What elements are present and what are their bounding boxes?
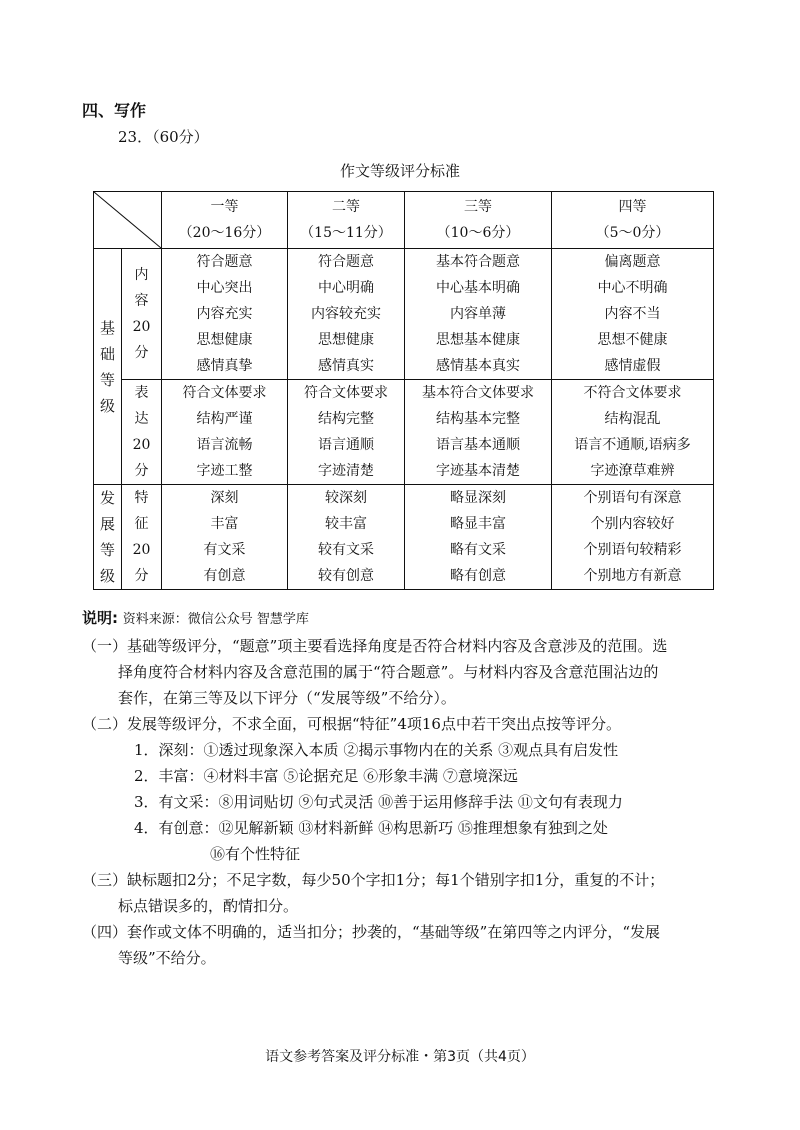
note-1-line: 择角度符合材料内容及含意范围的属于“符合题意”。与材料内容及含意范围沾边的 (118, 663, 659, 681)
criterion: 个别内容较好 (590, 516, 675, 532)
grade-header-3 (405, 192, 552, 249)
criterion: 感情真挚 (196, 358, 253, 374)
grade-range: （15～11分） (300, 225, 392, 241)
feature-grade-4 (552, 485, 714, 590)
criterion: 思想不健康 (597, 332, 668, 348)
criterion: 略有文采 (450, 542, 506, 558)
criterion: 有创意 (203, 568, 246, 584)
group-char: 展 (99, 515, 115, 533)
criterion: 内容充实 (196, 306, 253, 322)
note-2-item: ⑯有个性特征 (210, 845, 301, 863)
group-char: 级 (99, 567, 115, 585)
grade-header-1 (162, 192, 288, 249)
criterion: 略显深刻 (450, 490, 506, 506)
diagonal-line (94, 192, 161, 248)
group-char: 基 (99, 318, 115, 337)
expression-grade-2 (288, 380, 405, 485)
sub-char: 征 (134, 516, 149, 532)
feature-grade-1 (162, 485, 288, 590)
sub-char: 容 (134, 293, 149, 309)
grading-table (93, 191, 714, 590)
note-2-item: 1．深刻：①透过现象深入本质 ②揭示事物内在的关系 ③观点具有启发性 (134, 741, 619, 759)
expression-grade-1 (162, 380, 288, 485)
grade-name: 一等 (210, 199, 239, 215)
criterion: 中心基本明确 (436, 280, 520, 296)
sub-char: 表 (134, 385, 149, 401)
note-2-item: 4．有创意：⑫见解新颖 ⑬材料新鲜 ⑭构思新巧 ⑮推理想象有独到之处 (134, 819, 608, 837)
note-2-item: 2．丰富：④材料丰富 ⑤论据充足 ⑥形象丰满 ⑦意境深远 (134, 767, 518, 785)
criterion: 感情基本真实 (436, 358, 520, 374)
basic-level-group (94, 249, 122, 485)
grade-header-2 (288, 192, 405, 249)
criterion: 偏离题意 (604, 254, 661, 270)
criterion: 字迹清楚 (318, 463, 374, 479)
content-grade-4 (552, 249, 714, 380)
sub-char: 分 (134, 345, 149, 361)
criterion: 字迹潦草难辨 (590, 463, 675, 479)
criterion: 结构混乱 (604, 411, 661, 427)
note-2-item: 3．有文采：⑧用词贴切 ⑨句式灵活 ⑩善于运用修辞手法 ⑪文句有表现力 (134, 793, 623, 811)
criterion: 结构严谨 (196, 411, 253, 427)
note-4-line: （四）套作或文体不明确的，适当扣分；抄袭的，“基础等级”在第四等之内评分，“发展 (82, 923, 661, 941)
development-section-row (94, 485, 714, 590)
sub-char: 特 (134, 490, 149, 506)
page-footer: 语文参考答案及评分标准・第3页（共4页） (265, 1049, 535, 1065)
criterion: 内容较充实 (311, 306, 381, 322)
section-title: 四、写作 (82, 101, 147, 120)
criterion: 基本符合文体要求 (422, 385, 534, 401)
criterion: 思想基本健康 (436, 332, 520, 348)
sub-char: 分 (134, 568, 149, 584)
criterion: 丰富 (210, 516, 239, 532)
content-grade-3 (405, 249, 552, 380)
sub-char: 内 (134, 267, 149, 283)
grade-name: 四等 (618, 199, 647, 215)
expression-grade-3 (405, 380, 552, 485)
question-number: 23．（60分） (118, 128, 209, 146)
criterion: 语言基本通顺 (436, 437, 520, 453)
note-1-line: （一）基础等级评分，“题意”项主要看选择角度是否符合材料内容及含意涉及的范围。选 (82, 637, 668, 655)
criterion: 个别语句较精彩 (583, 542, 682, 558)
criterion: 略有创意 (450, 568, 506, 584)
grade-range: （20～16分） (178, 225, 271, 241)
feature-grade-3 (405, 485, 552, 590)
criterion: 有文采 (203, 542, 246, 558)
criterion: 符合文体要求 (304, 385, 388, 401)
notes-label: 说明: (82, 609, 118, 627)
sub-char: 分 (134, 463, 149, 479)
expression-subcategory (122, 380, 162, 485)
criterion: 不符合文体要求 (583, 385, 682, 401)
grade-range: （10～6分） (436, 225, 520, 241)
diagonal-header-cell (94, 192, 162, 249)
note-1-line: 套作，在第三等及以下评分（“发展等级”不给分）。 (118, 689, 456, 707)
note-3-line: 标点错误多的，酌情扣分。 (118, 897, 299, 915)
group-char: 础 (99, 344, 115, 363)
criterion: 感情虚假 (604, 358, 661, 374)
criterion: 较有文采 (318, 542, 374, 558)
criterion: 较深刻 (325, 490, 367, 506)
criterion: 语言不通顺,语病多 (574, 437, 691, 453)
criterion: 较丰富 (325, 516, 367, 532)
criterion: 符合文体要求 (182, 385, 267, 401)
content-grade-2 (288, 249, 405, 380)
expression-grade-4 (552, 380, 714, 485)
content-subcategory (122, 249, 162, 380)
sub-char: 20 (132, 542, 151, 558)
notes-section (82, 605, 722, 971)
criterion: 略显丰富 (450, 516, 506, 532)
feature-subcategory (122, 485, 162, 590)
criterion: 字迹基本清楚 (436, 463, 520, 479)
criterion: 个别语句有深意 (583, 490, 682, 506)
criterion: 语言通顺 (318, 437, 374, 453)
source-text: 资料来源：微信公众号 智慧学库 (122, 612, 309, 627)
table-title: 作文等级评分标准 (339, 162, 460, 180)
notes-header (82, 605, 722, 633)
criterion: 符合题意 (318, 254, 374, 270)
criterion: 中心明确 (318, 280, 374, 296)
criterion: 感情真实 (318, 358, 374, 374)
grade-name: 三等 (464, 199, 492, 215)
criterion: 基本符合题意 (436, 254, 520, 270)
criterion: 中心突出 (196, 280, 253, 296)
criterion: 较有创意 (318, 568, 374, 584)
criterion: 语言流畅 (196, 437, 253, 453)
group-char: 发 (99, 489, 115, 507)
expression-section-row (94, 380, 714, 485)
criterion: 结构基本完整 (436, 411, 520, 427)
criterion: 个别地方有新意 (583, 568, 682, 584)
sub-char: 20 (132, 437, 151, 453)
feature-grade-2 (288, 485, 405, 590)
grade-name: 二等 (332, 199, 360, 215)
group-char: 级 (99, 396, 115, 415)
content-grade-1 (162, 249, 288, 380)
criterion: 思想健康 (318, 332, 374, 348)
criterion: 结构完整 (318, 411, 374, 427)
criterion: 中心不明确 (597, 280, 668, 296)
note-3-line: （三）缺标题扣2分；不足字数，每少50个字扣1分；每1个错别字扣1分，重复的不计； (82, 871, 665, 889)
sub-char: 达 (134, 411, 149, 427)
note-2-line: （二）发展等级评分，不求全面，可根据“特征”4项16点中若干突出点按等评分。 (82, 715, 621, 733)
criterion: 字迹工整 (196, 463, 253, 479)
group-char: 等 (99, 370, 115, 389)
sub-char: 20 (132, 319, 151, 335)
development-level-group (94, 485, 122, 590)
criterion: 深刻 (210, 490, 239, 506)
group-char: 等 (99, 541, 115, 559)
grade-range: （5～0分） (595, 225, 670, 241)
criterion: 符合题意 (196, 254, 253, 270)
table-header-row (94, 192, 714, 249)
criterion: 内容不当 (604, 306, 661, 322)
content-section-row (94, 249, 714, 380)
criterion: 思想健康 (196, 332, 253, 348)
criterion: 内容单薄 (450, 306, 506, 322)
note-4-line: 等级”不给分。 (118, 949, 216, 967)
grade-header-4 (552, 192, 714, 249)
